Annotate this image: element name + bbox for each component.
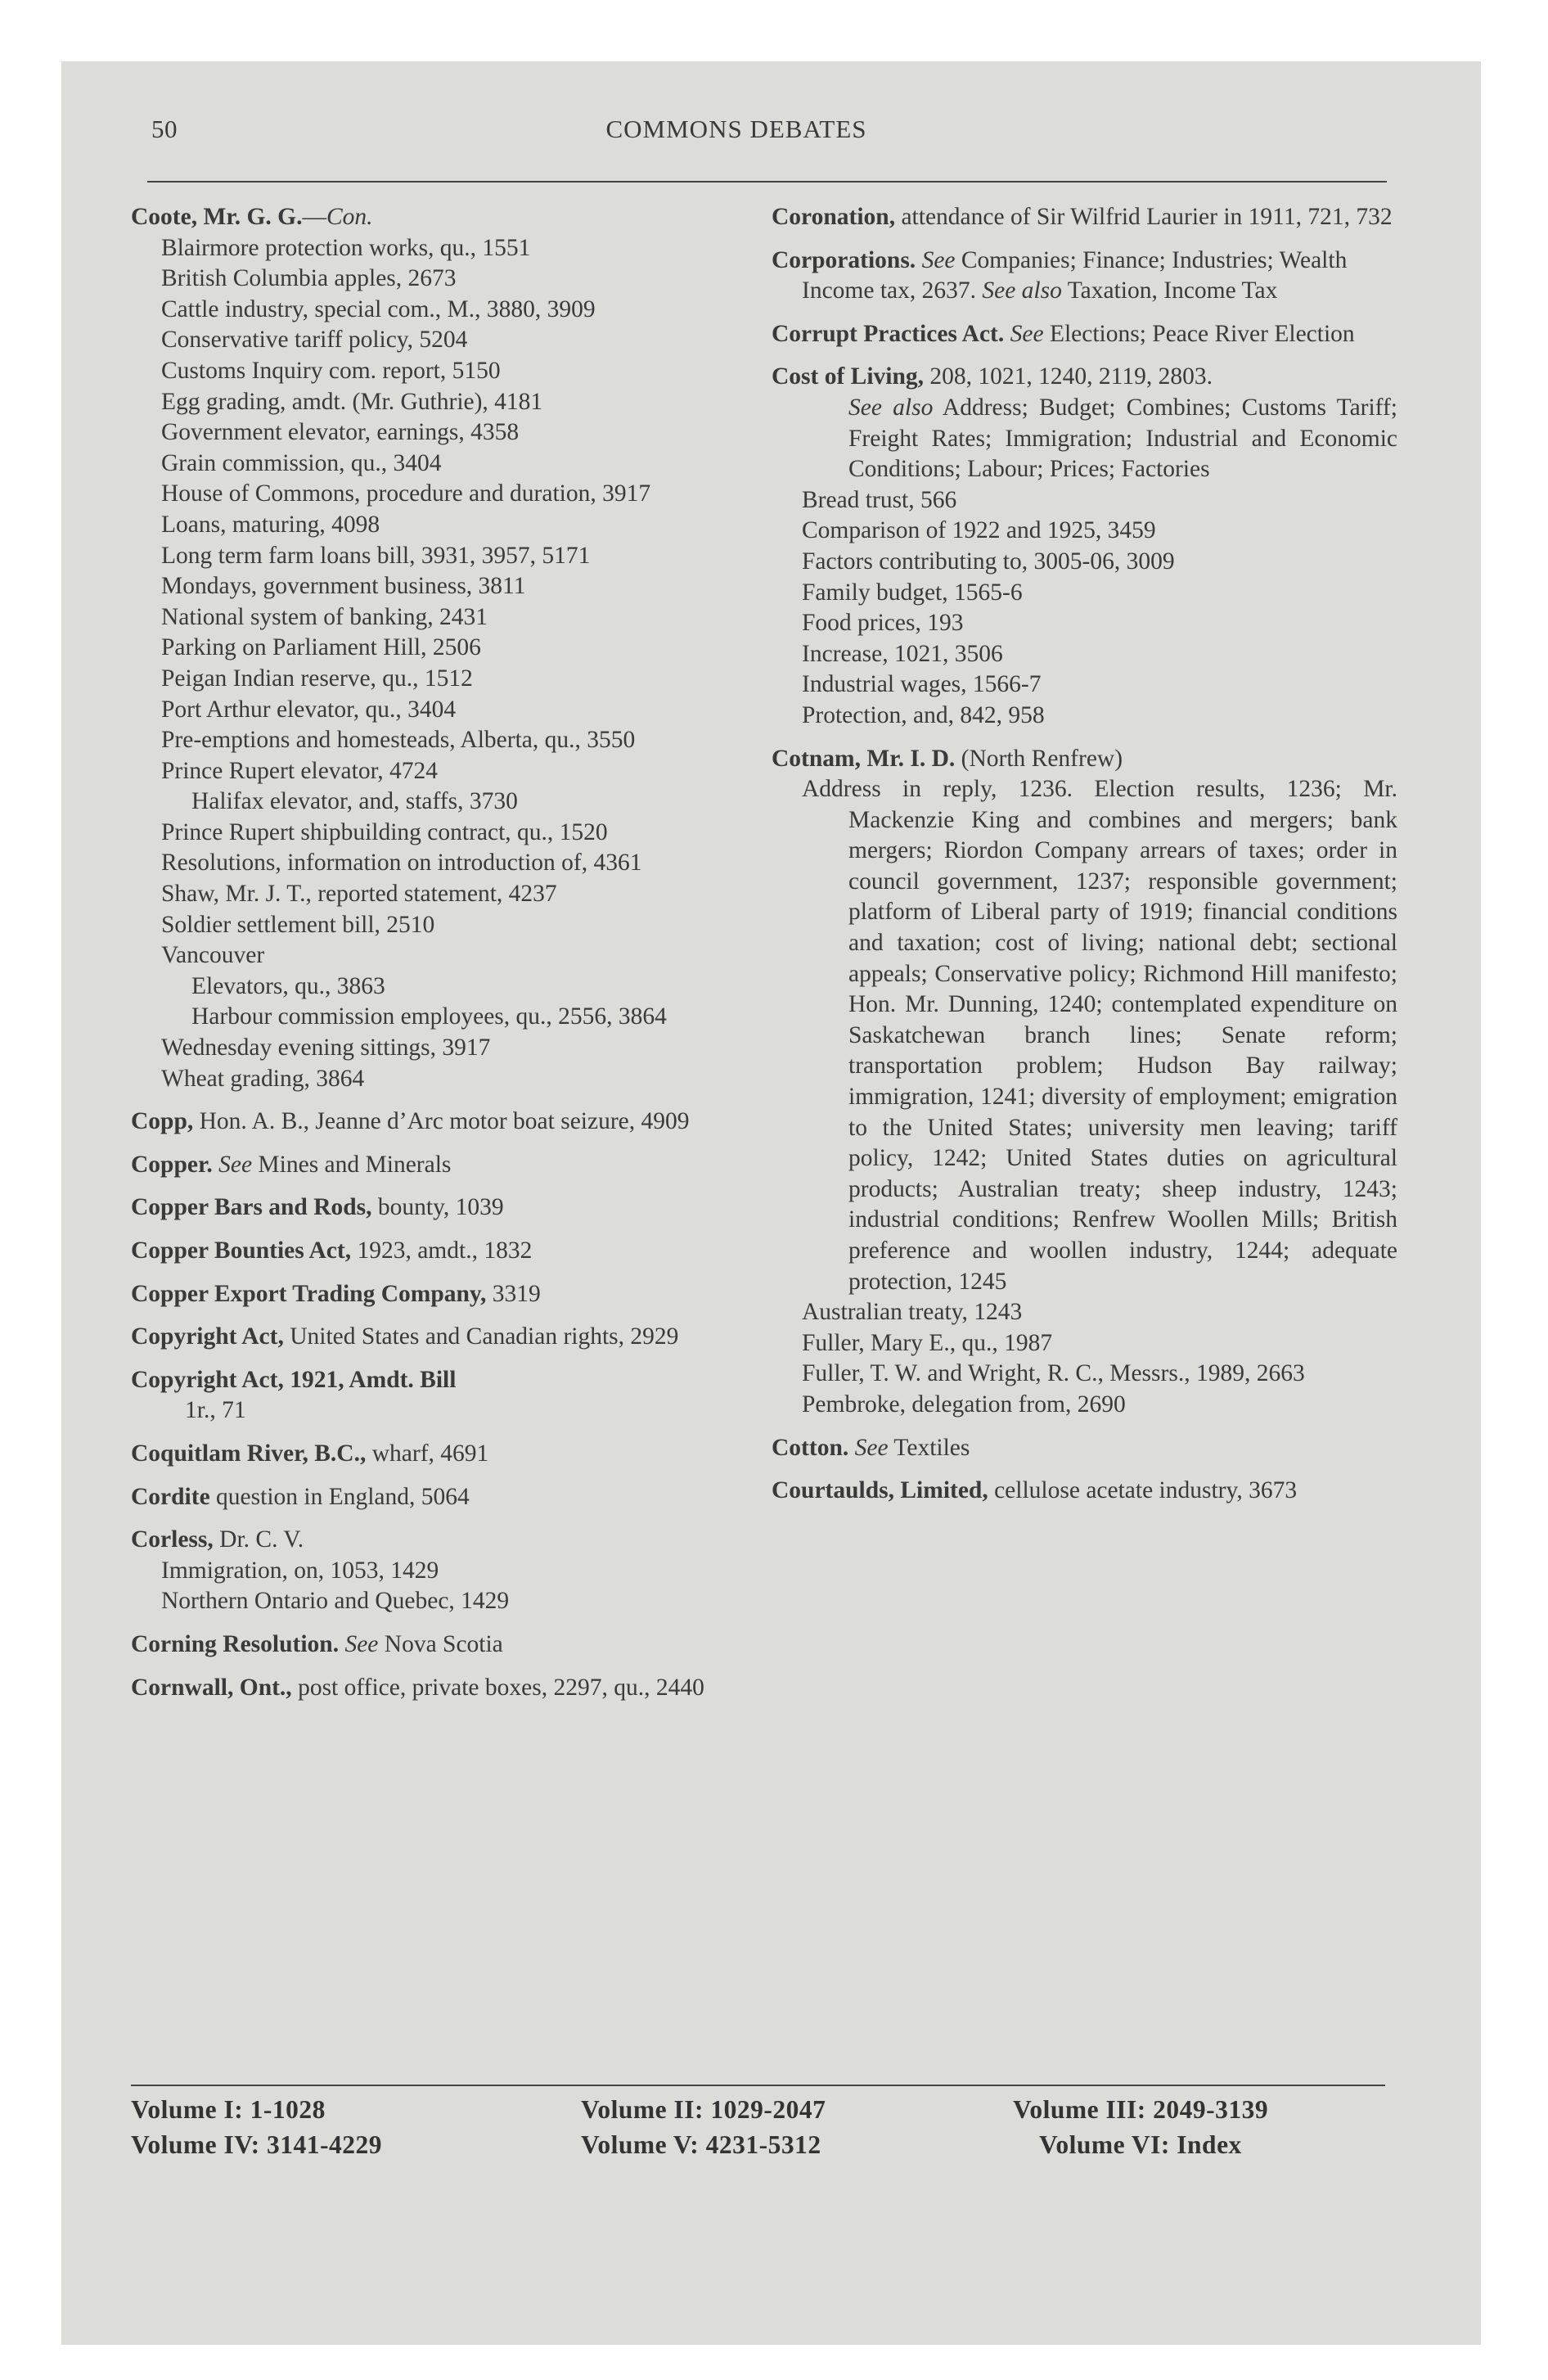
index-entry-cordite <box>131 1482 743 1513</box>
entry-text: 3319 <box>492 1280 541 1307</box>
subentry: Increase, 1021, 3506 <box>802 640 1003 667</box>
entry-heading: Courtaulds, Limited, <box>772 1477 988 1504</box>
entry-heading-line <box>772 744 1397 775</box>
subentry: Food prices, 193 <box>802 610 964 637</box>
subentry: Mondays, government business, 3811 <box>161 573 526 600</box>
subentry: Prince Rupert elevator, 4724 <box>161 757 438 784</box>
footer-divider <box>131 2085 1385 2086</box>
entry-heading: Cotton. <box>772 1434 849 1461</box>
index-entry-cotton <box>772 1433 1397 1464</box>
index-entry-cost-of-living <box>772 362 1397 731</box>
see-reference: See <box>921 246 956 273</box>
subentry: Government elevator, earnings, 4358 <box>161 419 520 446</box>
see-reference: See <box>1010 320 1044 347</box>
subentry: National system of banking, 2431 <box>161 603 488 630</box>
subentry: Bread trust, 566 <box>802 486 957 513</box>
subentry: Family budget, 1565-6 <box>802 579 1023 606</box>
index-entry-corless <box>131 1525 743 1617</box>
subentry-nested: Halifax elevator, and, staffs, 3730 <box>191 788 518 815</box>
entry-heading: Cordite <box>131 1483 210 1510</box>
entry-heading: Copper. <box>131 1151 213 1178</box>
subentry: Soldier settlement bill, 2510 <box>161 911 435 938</box>
entry-heading: Cotnam, Mr. I. D. <box>772 745 956 772</box>
entry-heading: Copp, <box>131 1108 194 1135</box>
subentry: Peigan Indian reserve, qu., 1512 <box>161 665 473 692</box>
index-entry-copper <box>131 1150 743 1181</box>
subentry: Factors contributing to, 3005-06, 3009 <box>802 548 1175 575</box>
index-entry-copper-export <box>131 1279 743 1310</box>
subentry: Resolutions, information on introduction of, 4361 <box>161 850 642 877</box>
entry-text: Mines and Minerals <box>258 1151 452 1178</box>
entry-heading: Coronation, <box>772 204 896 230</box>
entry-text: 1r., 71 <box>185 1397 246 1424</box>
entry-text: post office, private boxes, 2297, qu., 2440 <box>298 1674 704 1701</box>
index-entry-coronation <box>772 202 1397 233</box>
index-entry-copyright-act <box>131 1322 743 1353</box>
index-entry-corning <box>131 1629 743 1661</box>
entry-heading: Cost of Living, <box>772 363 925 390</box>
subentry: Grain commission, qu., 3404 <box>161 449 442 476</box>
entry-heading: Copper Bars and Rods, <box>131 1194 372 1221</box>
subentry: Parking on Parliament Hill, 2506 <box>161 634 481 661</box>
entry-heading: Copper Bounties Act, <box>131 1237 352 1264</box>
index-column-right <box>772 202 1397 1519</box>
entry-text: cellulose acetate industry, 3673 <box>994 1477 1298 1504</box>
index-entry-copp <box>131 1107 743 1138</box>
page-header <box>86 115 1387 147</box>
entry-text: Textiles <box>893 1434 970 1461</box>
party-note: Con. <box>326 204 373 230</box>
page-number: 50 <box>151 115 178 143</box>
entry-text: Dr. C. V. <box>219 1526 304 1553</box>
entry-heading: Coote, Mr. G. G. <box>131 204 303 230</box>
entry-heading-line <box>131 202 743 233</box>
entry-heading: Copper Export Trading Company, <box>131 1280 487 1307</box>
subentry: Australian treaty, 1243 <box>802 1299 1023 1326</box>
subentry: Blairmore protection works, qu., 1551 <box>161 234 531 261</box>
header-divider <box>147 181 1387 183</box>
entry-text: Companies; Finance; Industries; Wealth <box>961 246 1348 273</box>
subentry: Wheat grading, 3864 <box>161 1065 365 1092</box>
index-entry-cotnam <box>772 744 1397 1421</box>
subentry: Comparison of 1922 and 1925, 3459 <box>802 517 1156 544</box>
see-reference: See <box>854 1434 889 1461</box>
entry-text: Elections; Peace River Election <box>1049 320 1355 347</box>
subentry-address-in-reply: Address in reply, 1236. Election results, 1236; Mr. Mackenzie King and combines and mergers; bank mergers; Riordon Company arrears of taxes; order in council government, 1237; responsible government; platform of Liberal party of 1919; financial conditions and taxation; cost of living; national debt; sectional appeals; Conservative policy; Richmond Hill manifesto; Hon. Mr. Dunning, 1240; contemplated expenditure on Saskatchewan branch lines; Senate reform; transportation problem; Hudson Bay railway; immigration, 1241; diversity of employment; emigration to the United States; university men leaving; tariff policy, 1242; United States duties on agricultural products; Australian treaty; sheep industry, 1243; industrial conditions; Renfrew Woollen Mills; British preference and woollen industry, 1244; adequate protection, 1245 <box>802 776 1397 1295</box>
subentry: Pembroke, delegation from, 2690 <box>802 1391 1126 1418</box>
entry-heading: Corless, <box>131 1526 214 1553</box>
volume-range: Volume II: 1029-2047 <box>581 2095 826 2124</box>
see-also-reference: See also <box>982 277 1062 304</box>
entry-text: (North Renfrew) <box>961 745 1123 772</box>
subentry: Customs Inquiry com. report, 5150 <box>161 357 501 384</box>
subentry: House of Commons, procedure and duration, 3917 <box>161 480 651 507</box>
index-entry-corrupt-practices <box>772 319 1397 350</box>
subentry: Shaw, Mr. J. T., reported statement, 4237 <box>161 881 557 908</box>
entry-text: Hon. A. B., Jeanne d’Arc motor boat seizure, 4909 <box>199 1108 690 1135</box>
see-also-reference: See also <box>848 394 934 421</box>
subentry <box>772 276 1397 307</box>
index-column-left <box>131 202 743 1715</box>
subentry-text: Taxation, Income Tax <box>1067 277 1278 304</box>
entry-heading: Copyright Act, <box>131 1323 284 1350</box>
subentry: Long term farm loans bill, 3931, 3957, 5171 <box>161 542 591 569</box>
index-entry-copper-bars <box>131 1192 743 1224</box>
entry-text: United States and Canadian rights, 2929 <box>290 1323 679 1350</box>
subentry: Cattle industry, special com., M., 3880, 3909 <box>161 295 596 322</box>
subentry: Northern Ontario and Quebec, 1429 <box>161 1588 510 1615</box>
subentry-text: Income tax, 2637. <box>802 277 976 304</box>
index-entry-coquitlam <box>131 1439 743 1470</box>
subentry: Immigration, on, 1053, 1429 <box>161 1557 439 1584</box>
see-reference: See <box>344 1630 379 1657</box>
index-entry-copyright-bill <box>131 1365 743 1427</box>
subentry-nested: Harbour commission employees, qu., 2556, 3864 <box>191 1003 667 1030</box>
volume-range: Volume IV: 3141-4229 <box>131 2130 382 2159</box>
index-entry-coote <box>131 202 743 1094</box>
volume-range: Volume I: 1-1028 <box>131 2095 326 2124</box>
entry-text: bounty, 1039 <box>377 1194 504 1221</box>
entry-heading: Copyright Act, 1921, Amdt. Bill <box>131 1366 457 1393</box>
entry-heading-line <box>772 246 1397 277</box>
index-entry-courtaulds <box>772 1476 1397 1507</box>
subentry: Pre-emptions and homesteads, Alberta, qu., 3550 <box>161 727 636 754</box>
subentry: Port Arthur elevator, qu., 3404 <box>161 696 457 723</box>
subentry: Wednesday evening sittings, 3917 <box>161 1034 491 1062</box>
subentry: Industrial wages, 1566-7 <box>802 671 1042 698</box>
volume-range: Volume VI: Index <box>1039 2130 1242 2159</box>
entry-heading: Cornwall, Ont., <box>131 1674 292 1701</box>
see-also-text: Address; Budget; Combines; Customs Tariff; Freight Rates; Immigration; Industrial and Economic Conditions; Labour; Prices; Factories <box>848 394 1397 483</box>
entry-heading: Corning Resolution. <box>131 1630 340 1657</box>
entry-heading: Corporations. <box>772 246 916 273</box>
subentry-nested: Elevators, qu., 3863 <box>191 972 385 999</box>
index-entry-cornwall <box>131 1673 743 1704</box>
entry-text: 1923, amdt., 1832 <box>357 1237 533 1264</box>
subentry: Fuller, Mary E., qu., 1987 <box>802 1329 1053 1356</box>
index-entry-corporations <box>772 246 1397 307</box>
entry-heading-line <box>131 1525 743 1556</box>
running-title: COMMONS DEBATES <box>605 115 867 143</box>
volume-range: Volume III: 2049-3139 <box>1013 2095 1269 2124</box>
entry-text: question in England, 5064 <box>216 1483 470 1510</box>
see-reference: See <box>218 1151 253 1178</box>
subentry: Egg grading, amdt. (Mr. Guthrie), 4181 <box>161 388 543 415</box>
subentry: British Columbia apples, 2673 <box>161 265 457 292</box>
entry-heading-line <box>772 362 1397 393</box>
entry-text: Nova Scotia <box>384 1630 503 1657</box>
subentry: Fuller, T. W. and Wright, R. C., Messrs., 1989, 2663 <box>802 1360 1305 1387</box>
index-entry-copper-bounties <box>131 1236 743 1267</box>
entry-text: 208, 1021, 1240, 2119, 2803. <box>929 363 1213 390</box>
dash: — <box>302 204 326 230</box>
subentry: Conservative tariff policy, 5204 <box>161 327 468 354</box>
entry-heading: Corrupt Practices Act. <box>772 320 1005 347</box>
entry-text: wharf, 4691 <box>371 1440 489 1467</box>
entry-heading-line <box>131 1365 743 1396</box>
see-also-block <box>772 393 1397 485</box>
entry-text: attendance of Sir Wilfrid Laurier in 1911, 721, 732 <box>901 204 1393 230</box>
subentry: Vancouver <box>161 942 265 969</box>
subentry: Loans, maturing, 4098 <box>161 511 380 538</box>
subentry: Prince Rupert shipbuilding contract, qu., 1520 <box>161 818 608 845</box>
volume-range: Volume V: 4231-5312 <box>581 2130 821 2159</box>
subentry: Protection, and, 842, 958 <box>802 701 1045 728</box>
entry-heading: Coquitlam River, B.C., <box>131 1440 367 1467</box>
